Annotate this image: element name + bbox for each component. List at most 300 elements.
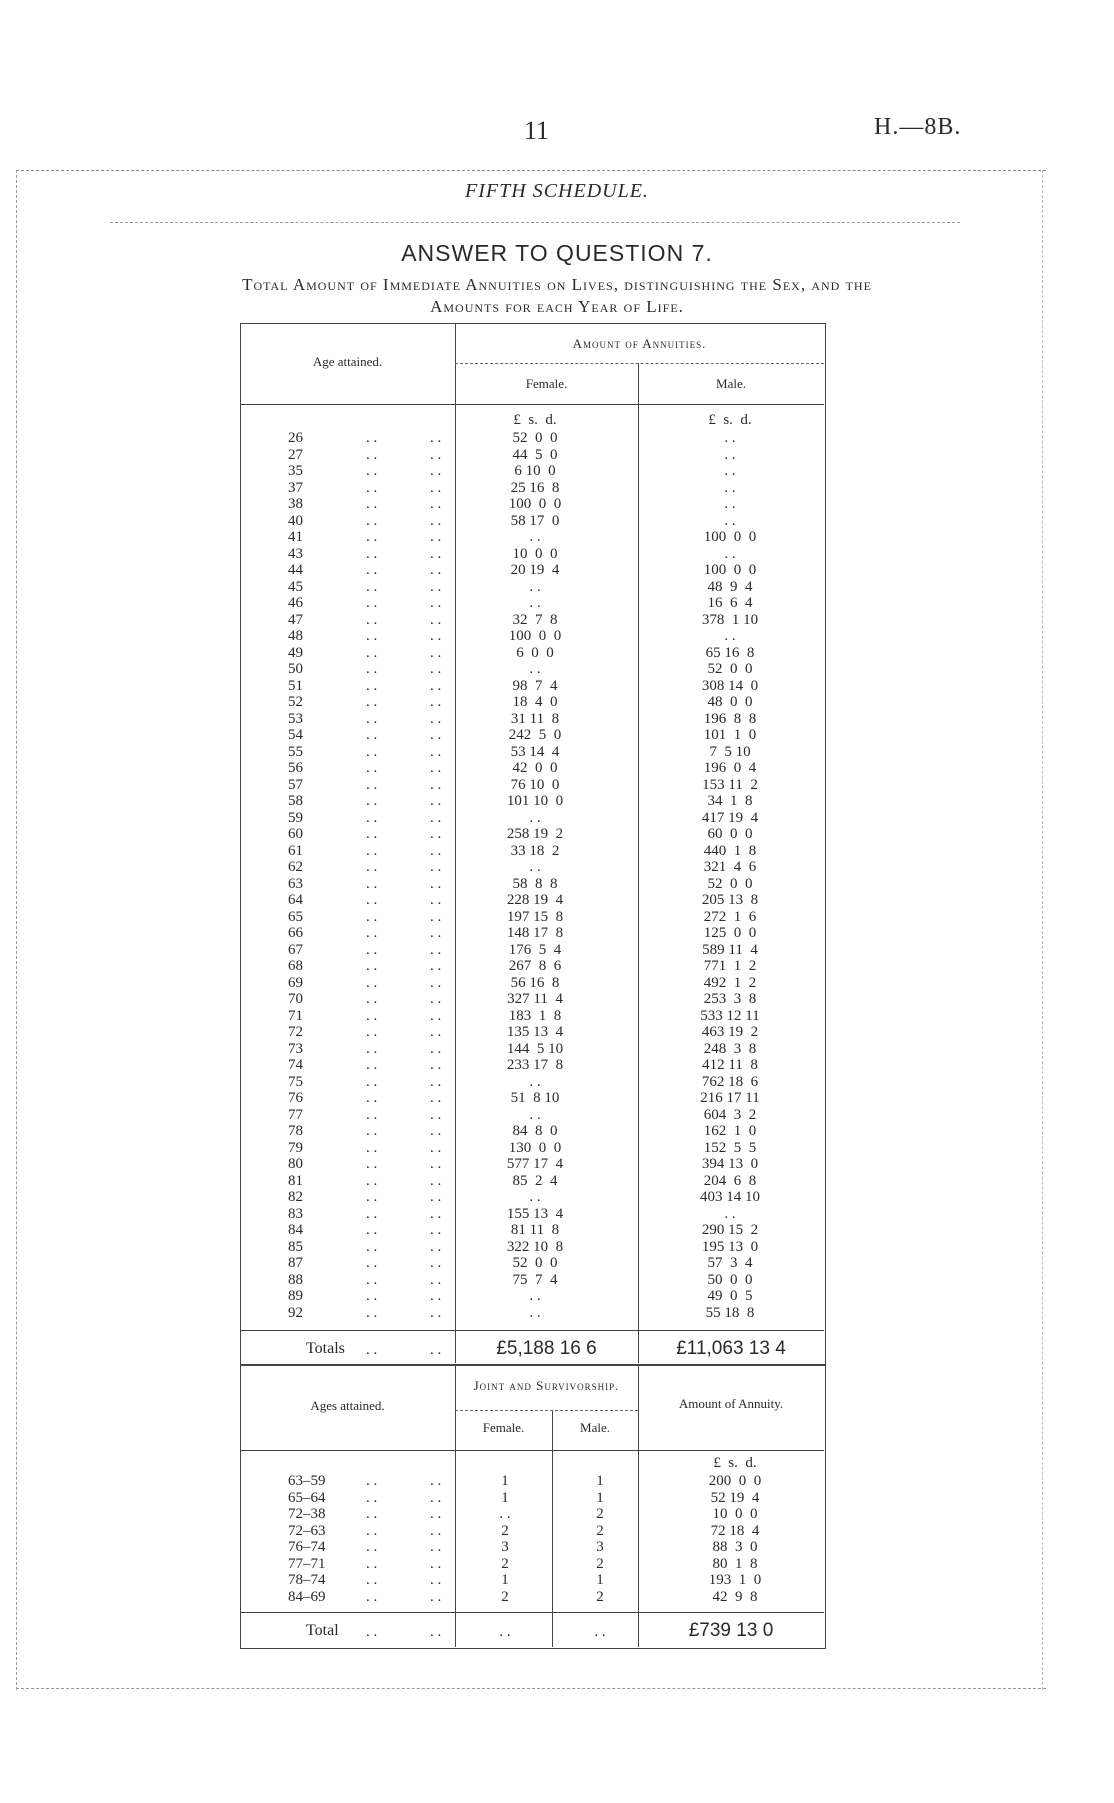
leader-dots: . . (366, 826, 378, 842)
female-amount-cell: 52 0 0 (512, 430, 558, 446)
table2-subheader-rule (455, 1410, 638, 1411)
female-amount-cell: 56 16 8 (510, 974, 560, 991)
joint-female-header: Female. (482, 1420, 525, 1435)
joint-female-count-cell: 2 (501, 1522, 509, 1539)
male-amount-cell: 440 1 8 (703, 842, 757, 859)
table1-col-divider-1 (455, 323, 456, 1363)
female-amount-cell: 76 10 0 (510, 776, 560, 793)
leader-dots: . . (430, 595, 442, 611)
female-amount-cell: . . (529, 859, 541, 875)
age-cell: 55 (288, 743, 303, 760)
leader-dots: . . (430, 1057, 442, 1073)
leader-dots: . . (366, 793, 378, 809)
leader-dots: . . (366, 430, 378, 446)
age-cell: 75 (288, 1073, 303, 1090)
male-amount-cell: 321 4 6 (703, 859, 757, 875)
joint-male-count-cell: 1 (596, 1489, 604, 1506)
leader-dots: . . (430, 776, 442, 793)
leader-dots: . . (430, 446, 442, 463)
leader-dots: . . (430, 677, 442, 694)
female-amount-cell: . . (529, 1073, 541, 1090)
leader-dots: . . (430, 1522, 442, 1539)
leader-dots: . . (366, 1304, 378, 1321)
age-cell: 81 (288, 1172, 303, 1189)
frame-bottom-rule (16, 1688, 1046, 1689)
leader-dots: . . (430, 793, 442, 809)
male-amount-cell: 216 17 11 (700, 1090, 760, 1106)
age-cell: 60 (288, 826, 303, 842)
age-cell: 89 (288, 1288, 303, 1304)
age-cell: 83 (288, 1205, 303, 1222)
leader-dots: . . (430, 1473, 442, 1489)
leader-dots: . . (366, 743, 378, 760)
male-amount-cell: 153 11 2 (702, 776, 758, 793)
female-amount-cell: 75 7 4 (512, 1271, 558, 1288)
male-amount-cell: . . (724, 446, 736, 463)
joint-female-count-cell: 1 (501, 1572, 509, 1588)
male-amount-cell: 101 1 0 (703, 727, 757, 743)
leader-dots: . . (366, 1473, 378, 1489)
totals-dots: . . (430, 1342, 442, 1358)
leader-dots: . . (366, 1172, 378, 1189)
table-description-line-2: Amounts for each Year of Life. (430, 297, 684, 316)
male-amount-cell: 100 0 0 (703, 529, 757, 545)
age-cell: 53 (288, 710, 303, 727)
age-cell: 67 (288, 941, 303, 958)
ages-cell: 72–63 (288, 1522, 326, 1539)
leader-dots: . . (366, 545, 378, 562)
female-amount-cell: . . (529, 1288, 541, 1304)
totals-male: £11,063 13 4 (676, 1338, 786, 1359)
female-amount-cell: 176 5 4 (508, 941, 562, 958)
leader-dots: . . (430, 1106, 442, 1123)
female-amount-cell: 267 8 6 (508, 958, 562, 974)
male-amount-cell: 417 19 4 (701, 809, 759, 826)
leader-dots: . . (366, 1555, 378, 1572)
male-amount-cell: 7 5 10 (709, 743, 751, 760)
age-cell: 82 (288, 1189, 303, 1205)
female-amount-cell: . . (529, 595, 541, 611)
leader-dots: . . (366, 446, 378, 463)
frame-left-rule (16, 170, 17, 1690)
male-amount-cell: 100 0 0 (703, 562, 757, 578)
leader-dots: . . (366, 677, 378, 694)
female-amount-cell: 42 0 0 (512, 760, 558, 776)
joint-female-count-cell: . . (499, 1506, 511, 1522)
leader-dots: . . (366, 859, 378, 875)
leader-dots: . . (430, 1189, 442, 1205)
annuity-amount-cell: 193 1 0 (708, 1572, 762, 1588)
female-amount-cell: 10 0 0 (512, 545, 558, 562)
leader-dots: . . (430, 644, 442, 661)
ages-cell: 76–74 (288, 1539, 326, 1555)
annuity-amount-cell: 10 0 0 (712, 1506, 758, 1522)
age-cell: 57 (288, 776, 303, 793)
leader-dots: . . (366, 1073, 378, 1090)
male-amount-cell: 52 0 0 (707, 661, 753, 677)
leader-dots: . . (366, 892, 378, 908)
leader-dots: . . (430, 1572, 442, 1588)
male-amount-cell: 290 15 2 (701, 1222, 759, 1238)
age-cell: 46 (288, 595, 303, 611)
female-amount-cell: 258 19 2 (506, 826, 564, 842)
male-amount-cell: 378 1 10 (701, 611, 759, 628)
leader-dots: . . (430, 1271, 442, 1288)
leader-dots: . . (430, 1222, 442, 1238)
female-amount-cell: 6 10 0 (514, 463, 556, 479)
total-label: Total (306, 1622, 339, 1639)
leader-dots: . . (430, 727, 442, 743)
age-cell: 76 (288, 1090, 303, 1106)
leader-dots: . . (430, 1090, 442, 1106)
leader-dots: . . (430, 859, 442, 875)
age-cell: 92 (288, 1304, 303, 1321)
male-amount-cell: . . (724, 512, 736, 529)
table-description (90, 274, 1024, 318)
leader-dots: . . (430, 743, 442, 760)
leader-dots: . . (430, 1489, 442, 1506)
female-amount-cell: 183 1 8 (508, 1007, 562, 1024)
leader-dots: . . (366, 1271, 378, 1288)
male-amount-cell: 162 1 0 (703, 1123, 757, 1139)
leader-dots: . . (430, 1288, 442, 1304)
joint-female-count-cell: 2 (501, 1555, 509, 1572)
leader-dots: . . (430, 1555, 442, 1572)
male-amount-cell: 589 11 4 (702, 941, 758, 958)
age-cell: 54 (288, 727, 303, 743)
female-amount-cell: 197 15 8 (506, 908, 564, 925)
male-amount-cell: 55 18 8 (705, 1304, 755, 1321)
joint-male-count-cell: 2 (596, 1588, 604, 1605)
male-amount-cell: 253 3 8 (703, 991, 757, 1007)
female-amount-cell: 6 0 0 (516, 644, 554, 661)
male-amount-cell: 152 5 5 (703, 1139, 757, 1156)
leader-dots: . . (430, 1073, 442, 1090)
joint-male-header: Male. (580, 1420, 610, 1435)
table1-col-divider-2 (638, 363, 639, 1363)
age-cell: 79 (288, 1139, 303, 1156)
leader-dots: . . (366, 925, 378, 941)
leader-dots: . . (366, 1007, 378, 1024)
leader-dots: . . (366, 1090, 378, 1106)
female-amount-cell: 100 0 0 (508, 496, 562, 512)
age-cell: 45 (288, 578, 303, 595)
leader-dots: . . (366, 562, 378, 578)
amount-of-annuity-header: Amount of Annuity. (678, 1396, 784, 1411)
male-amount-cell: . . (724, 1205, 736, 1222)
age-cell: 87 (288, 1255, 303, 1271)
age-cell: 61 (288, 842, 303, 859)
male-amount-cell: 762 18 6 (701, 1073, 759, 1090)
female-amount-cell: . . (529, 1106, 541, 1123)
leader-dots: . . (366, 809, 378, 826)
age-cell: 63 (288, 875, 303, 892)
document-reference: H.—8B. (874, 114, 962, 140)
female-amount-cell: 100 0 0 (508, 628, 562, 644)
male-amount-cell: 248 3 8 (703, 1040, 757, 1057)
age-cell: 26 (288, 430, 303, 446)
leader-dots: . . (366, 479, 378, 496)
female-amount-cell: 148 17 8 (506, 925, 564, 941)
leader-dots: . . (366, 1189, 378, 1205)
leader-dots: . . (366, 727, 378, 743)
frame-right-rule (1042, 170, 1043, 1690)
age-cell: 38 (288, 496, 303, 512)
male-amount-cell: 196 8 8 (703, 710, 757, 727)
male-amount-cell: . . (724, 463, 736, 479)
leader-dots: . . (430, 941, 442, 958)
table1-totals-rule (240, 1330, 824, 1331)
age-cell: 72 (288, 1024, 303, 1040)
age-cell: 70 (288, 991, 303, 1007)
leader-dots: . . (366, 1539, 378, 1555)
female-amount-cell: 130 0 0 (508, 1139, 562, 1156)
leader-dots: . . (366, 1238, 378, 1255)
table1-subheader-rule (455, 363, 824, 364)
female-header: Female. (525, 376, 568, 391)
female-amount-cell: 44 5 0 (512, 446, 558, 463)
leader-dots: . . (430, 710, 442, 727)
female-amount-cell: 31 11 8 (510, 710, 560, 727)
leader-dots: . . (430, 925, 442, 941)
leader-dots: . . (366, 595, 378, 611)
male-amount-cell: 125 0 0 (703, 925, 757, 941)
joint-female-count-cell: 2 (501, 1588, 509, 1605)
age-cell: 43 (288, 545, 303, 562)
leader-dots: . . (430, 661, 442, 677)
ages-cell: 65–64 (288, 1489, 326, 1506)
female-amount-cell: . . (529, 809, 541, 826)
female-amount-cell: . . (529, 1304, 541, 1321)
leader-dots: . . (430, 545, 442, 562)
age-cell: 85 (288, 1238, 303, 1255)
age-cell: 78 (288, 1123, 303, 1139)
age-cell: 56 (288, 760, 303, 776)
leader-dots: . . (430, 1506, 442, 1522)
age-cell: 73 (288, 1040, 303, 1057)
joint-male-count-cell: 2 (596, 1522, 604, 1539)
age-cell: 66 (288, 925, 303, 941)
leader-dots: . . (366, 974, 378, 991)
leader-dots: . . (430, 463, 442, 479)
age-cell: 35 (288, 463, 303, 479)
total-dots: . . (430, 1624, 442, 1640)
leader-dots: . . (430, 578, 442, 595)
age-cell: 74 (288, 1057, 303, 1073)
age-cell: 77 (288, 1106, 303, 1123)
leader-dots: . . (430, 1123, 442, 1139)
male-header: Male. (716, 376, 746, 391)
age-cell: 65 (288, 908, 303, 925)
male-amount-cell: 16 6 4 (707, 595, 753, 611)
leader-dots: . . (430, 991, 442, 1007)
female-amount-cell: 52 0 0 (512, 1255, 558, 1271)
male-amount-cell: 196 0 4 (703, 760, 757, 776)
age-cell: 37 (288, 479, 303, 496)
male-amount-cell: 272 1 6 (703, 908, 757, 925)
totals-label: Totals (306, 1340, 345, 1357)
male-amount-cell: 52 0 0 (707, 875, 753, 892)
female-amount-cell: 58 17 0 (510, 512, 560, 529)
leader-dots: . . (430, 430, 442, 446)
annuity-amount-cell: 72 18 4 (710, 1522, 760, 1539)
leader-dots: . . (430, 892, 442, 908)
female-amount-cell: 25 16 8 (510, 479, 560, 496)
leader-dots: . . (366, 644, 378, 661)
leader-dots: . . (430, 512, 442, 529)
leader-dots: . . (366, 529, 378, 545)
male-amount-cell: 50 0 0 (707, 1271, 753, 1288)
leader-dots: . . (430, 562, 442, 578)
female-amount-cell: 322 10 8 (506, 1238, 564, 1255)
leader-dots: . . (430, 1238, 442, 1255)
male-amount-cell: 204 6 8 (703, 1172, 757, 1189)
male-amount-cell: 771 1 2 (703, 958, 757, 974)
male-amount-cell: 34 1 8 (707, 793, 753, 809)
age-cell: 27 (288, 446, 303, 463)
male-amount-cell: 65 16 8 (705, 644, 755, 661)
leader-dots: . . (430, 760, 442, 776)
female-amount-cell: 53 14 4 (510, 743, 560, 760)
female-amount-cell: 101 10 0 (506, 793, 564, 809)
age-cell: 49 (288, 644, 303, 661)
male-amount-cell: 195 13 0 (701, 1238, 759, 1255)
joint-female-count-cell: 1 (501, 1489, 509, 1506)
leader-dots: . . (366, 958, 378, 974)
leader-dots: . . (430, 479, 442, 496)
age-cell: 64 (288, 892, 303, 908)
leader-dots: . . (366, 1024, 378, 1040)
male-amount-cell: 48 9 4 (707, 578, 753, 595)
leader-dots: . . (430, 1024, 442, 1040)
female-amount-cell: 135 13 4 (506, 1024, 564, 1040)
leader-dots: . . (366, 776, 378, 793)
leader-dots: . . (366, 1222, 378, 1238)
age-cell: 69 (288, 974, 303, 991)
leader-dots: . . (366, 1588, 378, 1605)
ages-cell: 63–59 (288, 1473, 326, 1489)
totals-female: £5,188 16 6 (496, 1338, 597, 1359)
leader-dots: . . (366, 496, 378, 512)
annuity-amount-cell: 42 9 8 (712, 1588, 758, 1605)
leader-dots: . . (366, 628, 378, 644)
age-attained-header: Age attained. (312, 354, 383, 369)
question-title: ANSWER TO QUESTION 7. (401, 240, 713, 266)
leader-dots: . . (430, 809, 442, 826)
age-cell: 62 (288, 859, 303, 875)
leader-dots: . . (430, 958, 442, 974)
leader-dots: . . (366, 941, 378, 958)
leader-dots: . . (430, 1255, 442, 1271)
leader-dots: . . (430, 842, 442, 859)
leader-dots: . . (430, 628, 442, 644)
female-amount-cell: 228 19 4 (506, 892, 564, 908)
male-amount-cell: 604 3 2 (703, 1106, 757, 1123)
joint-female-count-cell: 1 (501, 1473, 509, 1489)
leader-dots: . . (430, 1139, 442, 1156)
female-currency-header: £ s. d. (513, 412, 557, 428)
male-amount-cell: 403 14 10 (700, 1189, 760, 1205)
female-amount-cell: 577 17 4 (506, 1156, 564, 1172)
table-description-line-1: Total Amount of Immediate Annuities on Lives, distinguishing the Sex, and the (242, 275, 872, 294)
female-amount-cell: . . (529, 578, 541, 595)
age-cell: 40 (288, 512, 303, 529)
joint-male-count-cell: 1 (596, 1473, 604, 1489)
age-cell: 80 (288, 1156, 303, 1172)
leader-dots: . . (430, 1304, 442, 1321)
leader-dots: . . (366, 1106, 378, 1123)
female-amount-cell: 327 11 4 (507, 991, 563, 1007)
female-amount-cell: 98 7 4 (512, 677, 558, 694)
male-amount-cell: . . (724, 479, 736, 496)
joint-male-count-cell: 3 (596, 1539, 604, 1555)
leader-dots: . . (366, 463, 378, 479)
female-amount-cell: 233 17 8 (506, 1057, 564, 1073)
male-amount-cell: . . (724, 496, 736, 512)
joint-survivorship-header: Joint and Survivorship. (473, 1378, 620, 1393)
annuity-amount-cell: 52 19 4 (710, 1489, 760, 1506)
female-amount-cell: 81 11 8 (510, 1222, 560, 1238)
annuity-amount-cell: 80 1 8 (712, 1555, 758, 1572)
male-amount-cell: . . (724, 545, 736, 562)
leader-dots: . . (366, 1522, 378, 1539)
frame-top-rule (16, 170, 1046, 171)
age-cell: 44 (288, 562, 303, 578)
totals-dots: . . (366, 1342, 378, 1358)
leader-dots: . . (430, 908, 442, 925)
leader-dots: . . (366, 1489, 378, 1506)
amount-of-annuities-header: Amount of Annuities. (572, 336, 707, 351)
male-amount-cell: 48 0 0 (707, 694, 753, 710)
female-amount-cell: . . (529, 529, 541, 545)
leader-dots: . . (366, 1255, 378, 1271)
leader-dots: . . (366, 578, 378, 595)
leader-dots: . . (366, 710, 378, 727)
total-male: . . (594, 1624, 606, 1640)
male-currency-header: £ s. d. (708, 412, 752, 428)
leader-dots: . . (366, 661, 378, 677)
male-amount-cell: 394 13 0 (701, 1156, 759, 1172)
male-amount-cell: 205 13 8 (701, 892, 759, 908)
leader-dots: . . (430, 974, 442, 991)
leader-dots: . . (430, 1172, 442, 1189)
leader-dots: . . (366, 1506, 378, 1522)
total-amount: £739 13 0 (688, 1620, 774, 1641)
page-number: 11 (524, 116, 550, 145)
age-cell: 47 (288, 611, 303, 628)
female-amount-cell: 84 8 0 (512, 1123, 558, 1139)
leader-dots: . . (430, 496, 442, 512)
leader-dots: . . (430, 694, 442, 710)
table2-col-divider-1 (455, 1365, 456, 1647)
male-amount-cell: 533 12 11 (700, 1007, 760, 1024)
leader-dots: . . (430, 826, 442, 842)
leader-dots: . . (366, 694, 378, 710)
leader-dots: . . (366, 1057, 378, 1073)
leader-dots: . . (430, 1588, 442, 1605)
male-amount-cell: 412 11 8 (702, 1057, 758, 1073)
age-cell: 51 (288, 677, 303, 694)
age-cell: 58 (288, 793, 303, 809)
leader-dots: . . (366, 842, 378, 859)
leader-dots: . . (430, 1040, 442, 1057)
schedule-title: FIFTH SCHEDULE. (465, 180, 649, 202)
leader-dots: . . (430, 875, 442, 892)
total-female: . . (499, 1624, 511, 1640)
ages-cell: 84–69 (288, 1588, 326, 1605)
leader-dots: . . (366, 875, 378, 892)
female-amount-cell: 18 4 0 (512, 694, 558, 710)
